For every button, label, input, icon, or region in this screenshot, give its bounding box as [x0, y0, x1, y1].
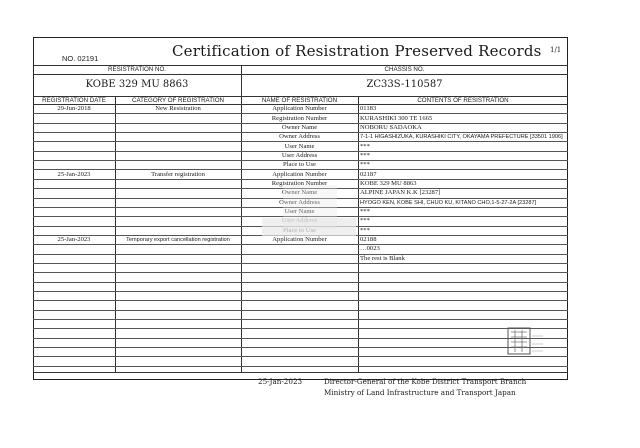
page-indicator: 1/1 [550, 46, 562, 54]
row-rule [33, 328, 568, 329]
row-name: Owner Address [279, 133, 320, 141]
row-content: *** [360, 217, 370, 225]
col-header-date: REGISTRATION DATE [42, 96, 106, 104]
footer-authority-line1: Director-General of the Kobe District Transport Branch [324, 377, 527, 386]
row-name: Owner Address [279, 198, 320, 206]
row-content: *** [360, 151, 370, 159]
col-header-contents: CONTENTS OF RESISTRATION [417, 96, 509, 104]
row-content: 7-1-1 HIGASHIZUKA, KURASHIKI CITY, OKAYAMA PREFECTURE [33501 1906] [360, 134, 563, 141]
row-name: Registration Number [271, 114, 328, 122]
row-name: Application Number [272, 105, 327, 113]
chassis-label: CHASSIS NO. [384, 66, 425, 73]
row-category: New Resistration [155, 105, 201, 113]
col-header-category: CATEGORY OF REGISTRATION [131, 96, 225, 104]
row-rule [33, 300, 568, 301]
row-content: KOBE 329 MU 8863 [360, 180, 417, 187]
row-name: Application Number [272, 170, 327, 178]
row-content: 01183 [360, 105, 377, 113]
document-title: Certification of Resistration Preserved Records [172, 42, 542, 60]
footer-date: 25-Jan-2023 [258, 377, 303, 386]
smudge [283, 185, 337, 229]
row-category: Transfer registration [151, 170, 205, 178]
row-content: …0023 [360, 245, 380, 253]
row-date: 29-Jun-2018 [57, 105, 91, 113]
col-header-name: NAME OF RESISTRATION [261, 96, 338, 104]
row-rule [33, 366, 568, 367]
row-content: ALPINE JAPAN K.K [23287] [360, 189, 441, 197]
row-content: 02187 [360, 170, 377, 178]
rule [33, 372, 568, 373]
row-content: *** [360, 226, 370, 234]
row-name: Place to Use [283, 161, 316, 169]
row-name: Registration Number [271, 180, 328, 187]
row-category: Temporary export cancellation registration [126, 236, 230, 243]
row-date: 25-Jan-2023 [57, 236, 91, 244]
row-content: *** [360, 161, 370, 169]
certificate-number: NO. 02191 [62, 54, 99, 63]
row-content: KURASHIKI 300 TE 1665 [360, 114, 433, 122]
reg-no-value: KOBE 329 MU 8863 [85, 79, 189, 90]
row-rule [33, 310, 568, 311]
row-rule [33, 272, 568, 273]
row-rule [33, 356, 568, 357]
row-name: User Address [281, 151, 318, 159]
footer-authority-line2: Ministry of Land Infrastructure and Transport Japan [324, 388, 516, 397]
row-content: NOBORU SADAOKA [360, 123, 422, 131]
row-content: HYOGO KEN, KOBE SHI, CHUO KU, KITANO CHO,1-5-27-2A [23287] [360, 199, 537, 206]
row-content: *** [360, 142, 370, 150]
row-rule [33, 319, 568, 320]
reg-no-label: RESISTRATION NO. [108, 66, 166, 73]
row-rule [33, 291, 568, 292]
official-seal-stamp [505, 326, 545, 360]
row-content: The rest is Blank [360, 254, 405, 262]
chassis-value: ZC33S-110587 [366, 79, 443, 90]
row-content: 02188 [360, 236, 377, 244]
row-date: 25-Jan-2023 [57, 170, 91, 178]
row-name: Application Number [272, 236, 327, 244]
row-name: User Name [284, 142, 315, 150]
row-name: Owner Name [281, 189, 318, 197]
row-content: *** [360, 208, 370, 216]
rule [33, 74, 568, 75]
row-rule [33, 282, 568, 283]
row-rule [33, 263, 568, 264]
row-name: User Name [284, 208, 315, 216]
row-rule [33, 347, 568, 348]
row-rule [33, 338, 568, 339]
row-name: Owner Name [281, 123, 318, 131]
